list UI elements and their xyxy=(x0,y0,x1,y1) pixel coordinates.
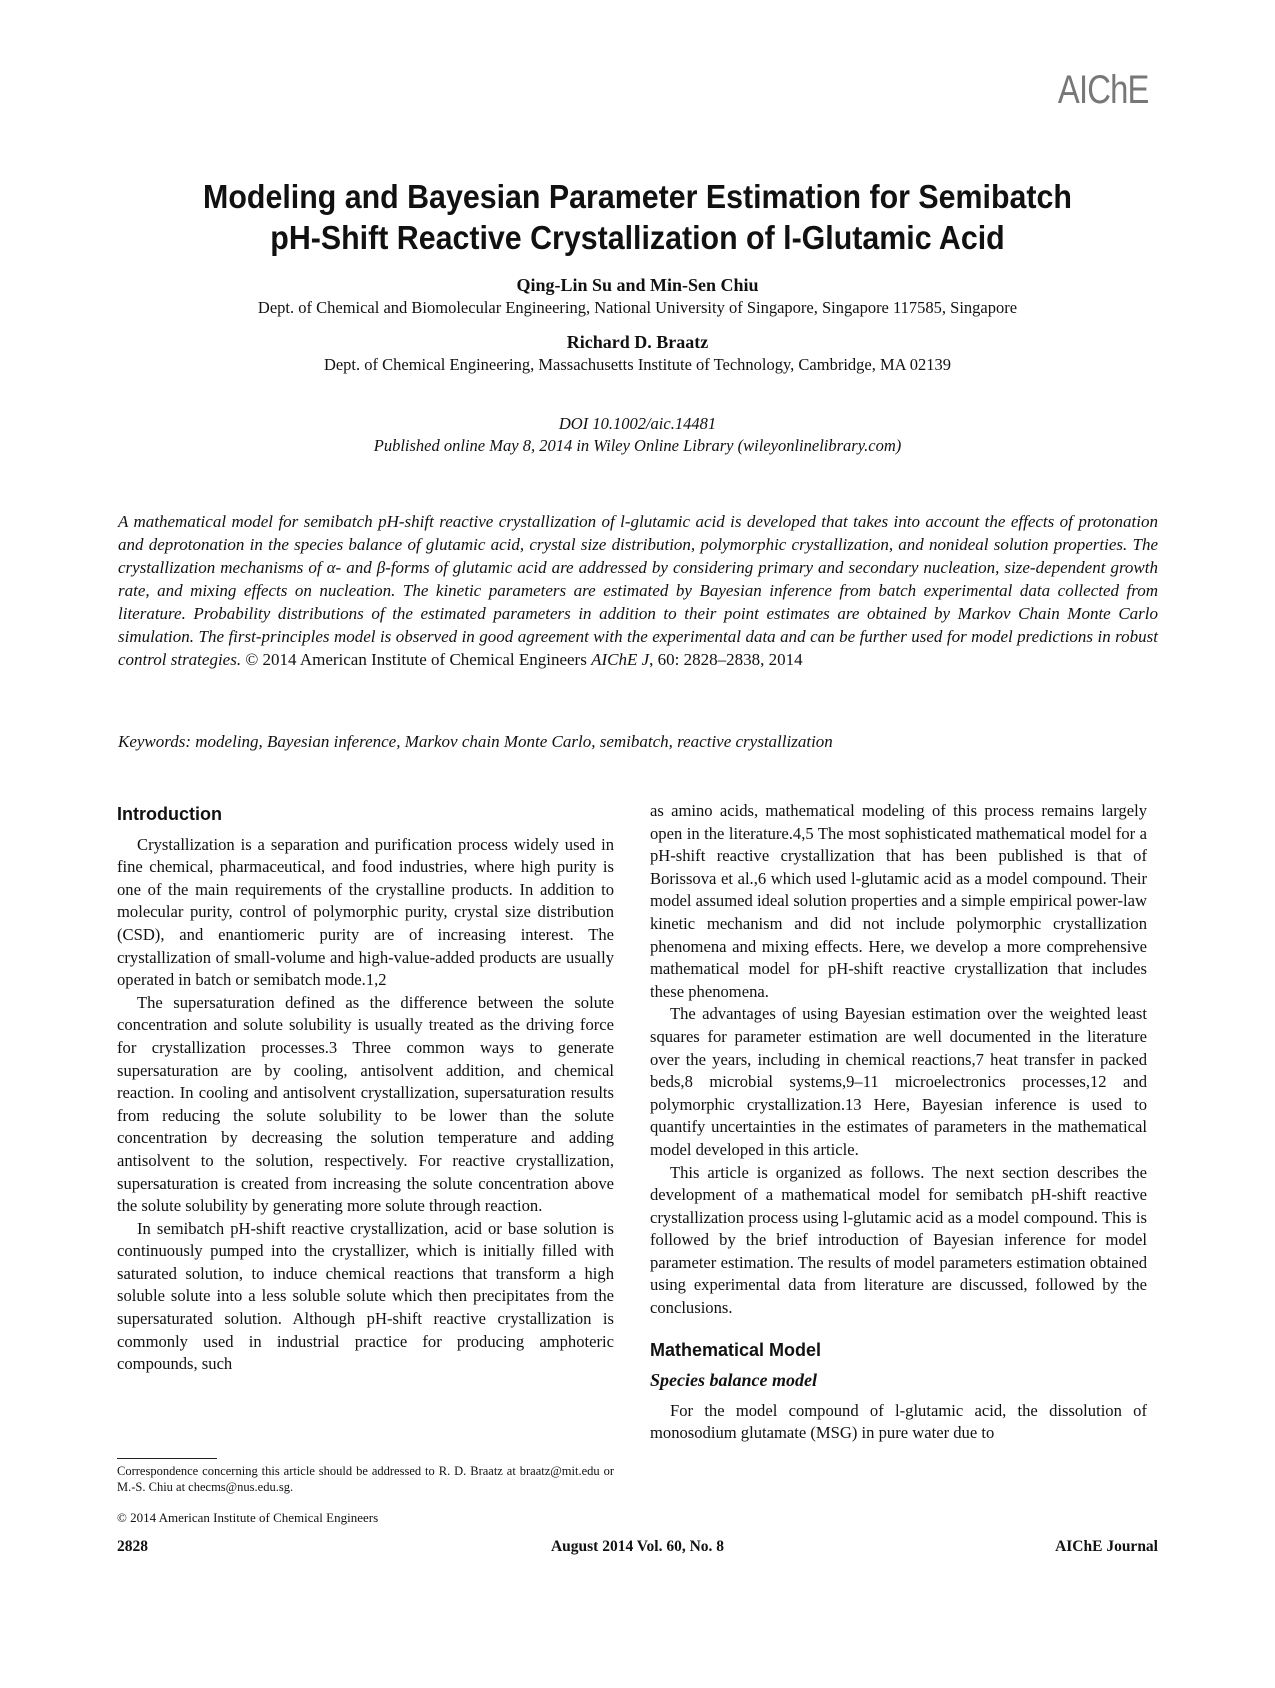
intro-paragraph-6: This article is organized as follows. The next section describes the development of a mathematical model for semibatch pH-shift reactive crystallization process using l-glutamic acid as a model compound. This is followed by the brief introduction of Bayesian inference for model parameter estimation. The results of model parameters estimation obtained using experimental data from literature are discussed, followed by the conclusions. xyxy=(650,1162,1147,1318)
copyright-notice: © 2014 American Institute of Chemical Engineers xyxy=(117,1510,379,1525)
subsection-heading-species: Species balance model xyxy=(650,1370,817,1391)
affiliation-2: Dept. of Chemical Engineering, Massachusetts Institute of Technology, Cambridge, MA 02139 xyxy=(323,355,952,374)
abstract xyxy=(118,510,1158,671)
journal-logo: AIChE xyxy=(1058,68,1149,112)
model-paragraph-1: For the model compound of l-glutamic acid, the dissolution of monosodium glutamate (MSG) in pure water due to xyxy=(650,1400,1147,1443)
correspondence-note: Correspondence concerning this article should be addressed to R. D. Braatz at braatz@mit.edu or M.-S. Chiu at checms@nus.edu.sg. xyxy=(117,1464,614,1494)
intro-paragraph-1: Crystallization is a separation and purification process widely used in fine chemical, pharmaceutical, and food industries, where high purity is one of the main requirements of the crystalline products. In addition to molecular purity, control of polymorphic purity, crystal size distribution (CSD), and enantiomeric purity are of increasing interest. The crystallization of small-volume and high-value-added products are usually operated in batch or semibatch mode.1,2 xyxy=(117,834,614,990)
journal-name: AIChE Journal xyxy=(1055,1538,1158,1555)
title-line-2: pH-Shift Reactive Crystallization of l-Glutamic Acid xyxy=(270,219,1005,256)
section-heading-introduction: Introduction xyxy=(117,804,222,824)
abstract-journal: AIChE J xyxy=(591,650,650,669)
right-column xyxy=(650,800,1147,1445)
abstract-copyright: © 2014 American Institute of Chemical Engineers xyxy=(241,650,592,669)
left-column xyxy=(117,803,614,1376)
affiliation-1: Dept. of Chemical and Biomolecular Engineering, National University of Singapore, Singapore 117585, Singapore xyxy=(257,298,1018,317)
issue-info: August 2014 Vol. 60, No. 8 xyxy=(550,1538,725,1555)
doi: DOI 10.1002/aic.14481 xyxy=(558,414,717,433)
intro-paragraph-4: as amino acids, mathematical modeling of this process remains largely open in the literature.4,5 The most sophisticated mathematical model for a pH-shift reactive crystallization that has been published is that of Borissova et al.,6 which used l-glutamic acid as a model compound. Their model assumed ideal solution properties and a simple empirical power-law kinetic mechanism and did not include polymorphic crystallization phenomena and mixing effects. Here, we develop a more comprehensive mathematical model for pH-shift reactive crystallization that includes these phenomena. xyxy=(650,801,1147,1001)
footnote-divider xyxy=(117,1458,217,1459)
authors-2: Richard D. Braatz xyxy=(566,332,709,352)
article-title xyxy=(51,176,1224,258)
intro-paragraph-5: The advantages of using Bayesian estimation over the weighted least squares for parameter estimation are well documented in the literature over the years, including in chemical reactions,7 heat transfer in packed beds,8 microbial systems,9–11 microelectronics processes,12 and polymorphic crystallization.13 Here, Bayesian inference is used to quantify uncertainties in the estimates of parameters in the mathematical model developed in this article. xyxy=(650,1004,1147,1159)
abstract-text: A mathematical model for semibatch pH-shift reactive crystallization of l-glutamic acid is developed that takes into account the effects of protonation and deprotonation in the species balance of glutamic acid, crystal size distribution, polymorphic crystallization, and nonideal solution properties. The crystallization mechanisms of α- and β-forms of glutamic acid are addressed by considering primary and secondary nucleation, size-dependent growth rate, and mixing effects on nucleation. The kinetic parameters are estimated by Bayesian inference from batch experimental data collected from literature. Probability distributions of the estimated parameters in addition to their point estimates are obtained by Markov Chain Monte Carlo simulation. The first-principles model is observed in good agreement with the experimental data and can be further used for model predictions in robust control strategies. xyxy=(118,512,1158,669)
intro-paragraph-2: The supersaturation defined as the difference between the solute concentration and solute solubility is usually treated as the driving force for crystallization processes.3 Three common ways to generate supersaturation are by cooling, antisolvent addition, and chemical reaction. In cooling and antisolvent crystallization, supersaturation results from reducing the solute solubility to be lower than the solute concentration by decreasing the solution temperature and adding antisolvent to the solution, respectively. For reactive crystallization, supersaturation is created from increasing the solute concentration above the solute solubility by generating more solute through reaction. xyxy=(117,992,614,1216)
published-online: Published online May 8, 2014 in Wiley Online Library (wileyonlinelibrary.com) xyxy=(373,436,902,455)
title-line-1: Modeling and Bayesian Parameter Estimation for Semibatch xyxy=(203,178,1072,215)
page-number: 2828 xyxy=(117,1538,148,1555)
intro-paragraph-3: In semibatch pH-shift reactive crystallization, acid or base solution is continuously pumped into the crystallizer, which is initially filled with saturated solution, to induce chemical reactions that transform a high soluble solute into a less soluble solute which then precipitates from the supersaturated solution. Although pH-shift reactive crystallization is commonly used in industrial practice for producing amphoteric compounds, such xyxy=(117,1218,614,1374)
authors-1: Qing-Lin Su and Min-Sen Chiu xyxy=(516,275,759,295)
section-heading-model: Mathematical Model xyxy=(650,1339,822,1360)
keywords: Keywords: modeling, Bayesian inference, Markov chain Monte Carlo, semibatch, reactive crystallization xyxy=(118,732,833,751)
abstract-citation: , 60: 2828–2838, 2014 xyxy=(649,650,803,669)
